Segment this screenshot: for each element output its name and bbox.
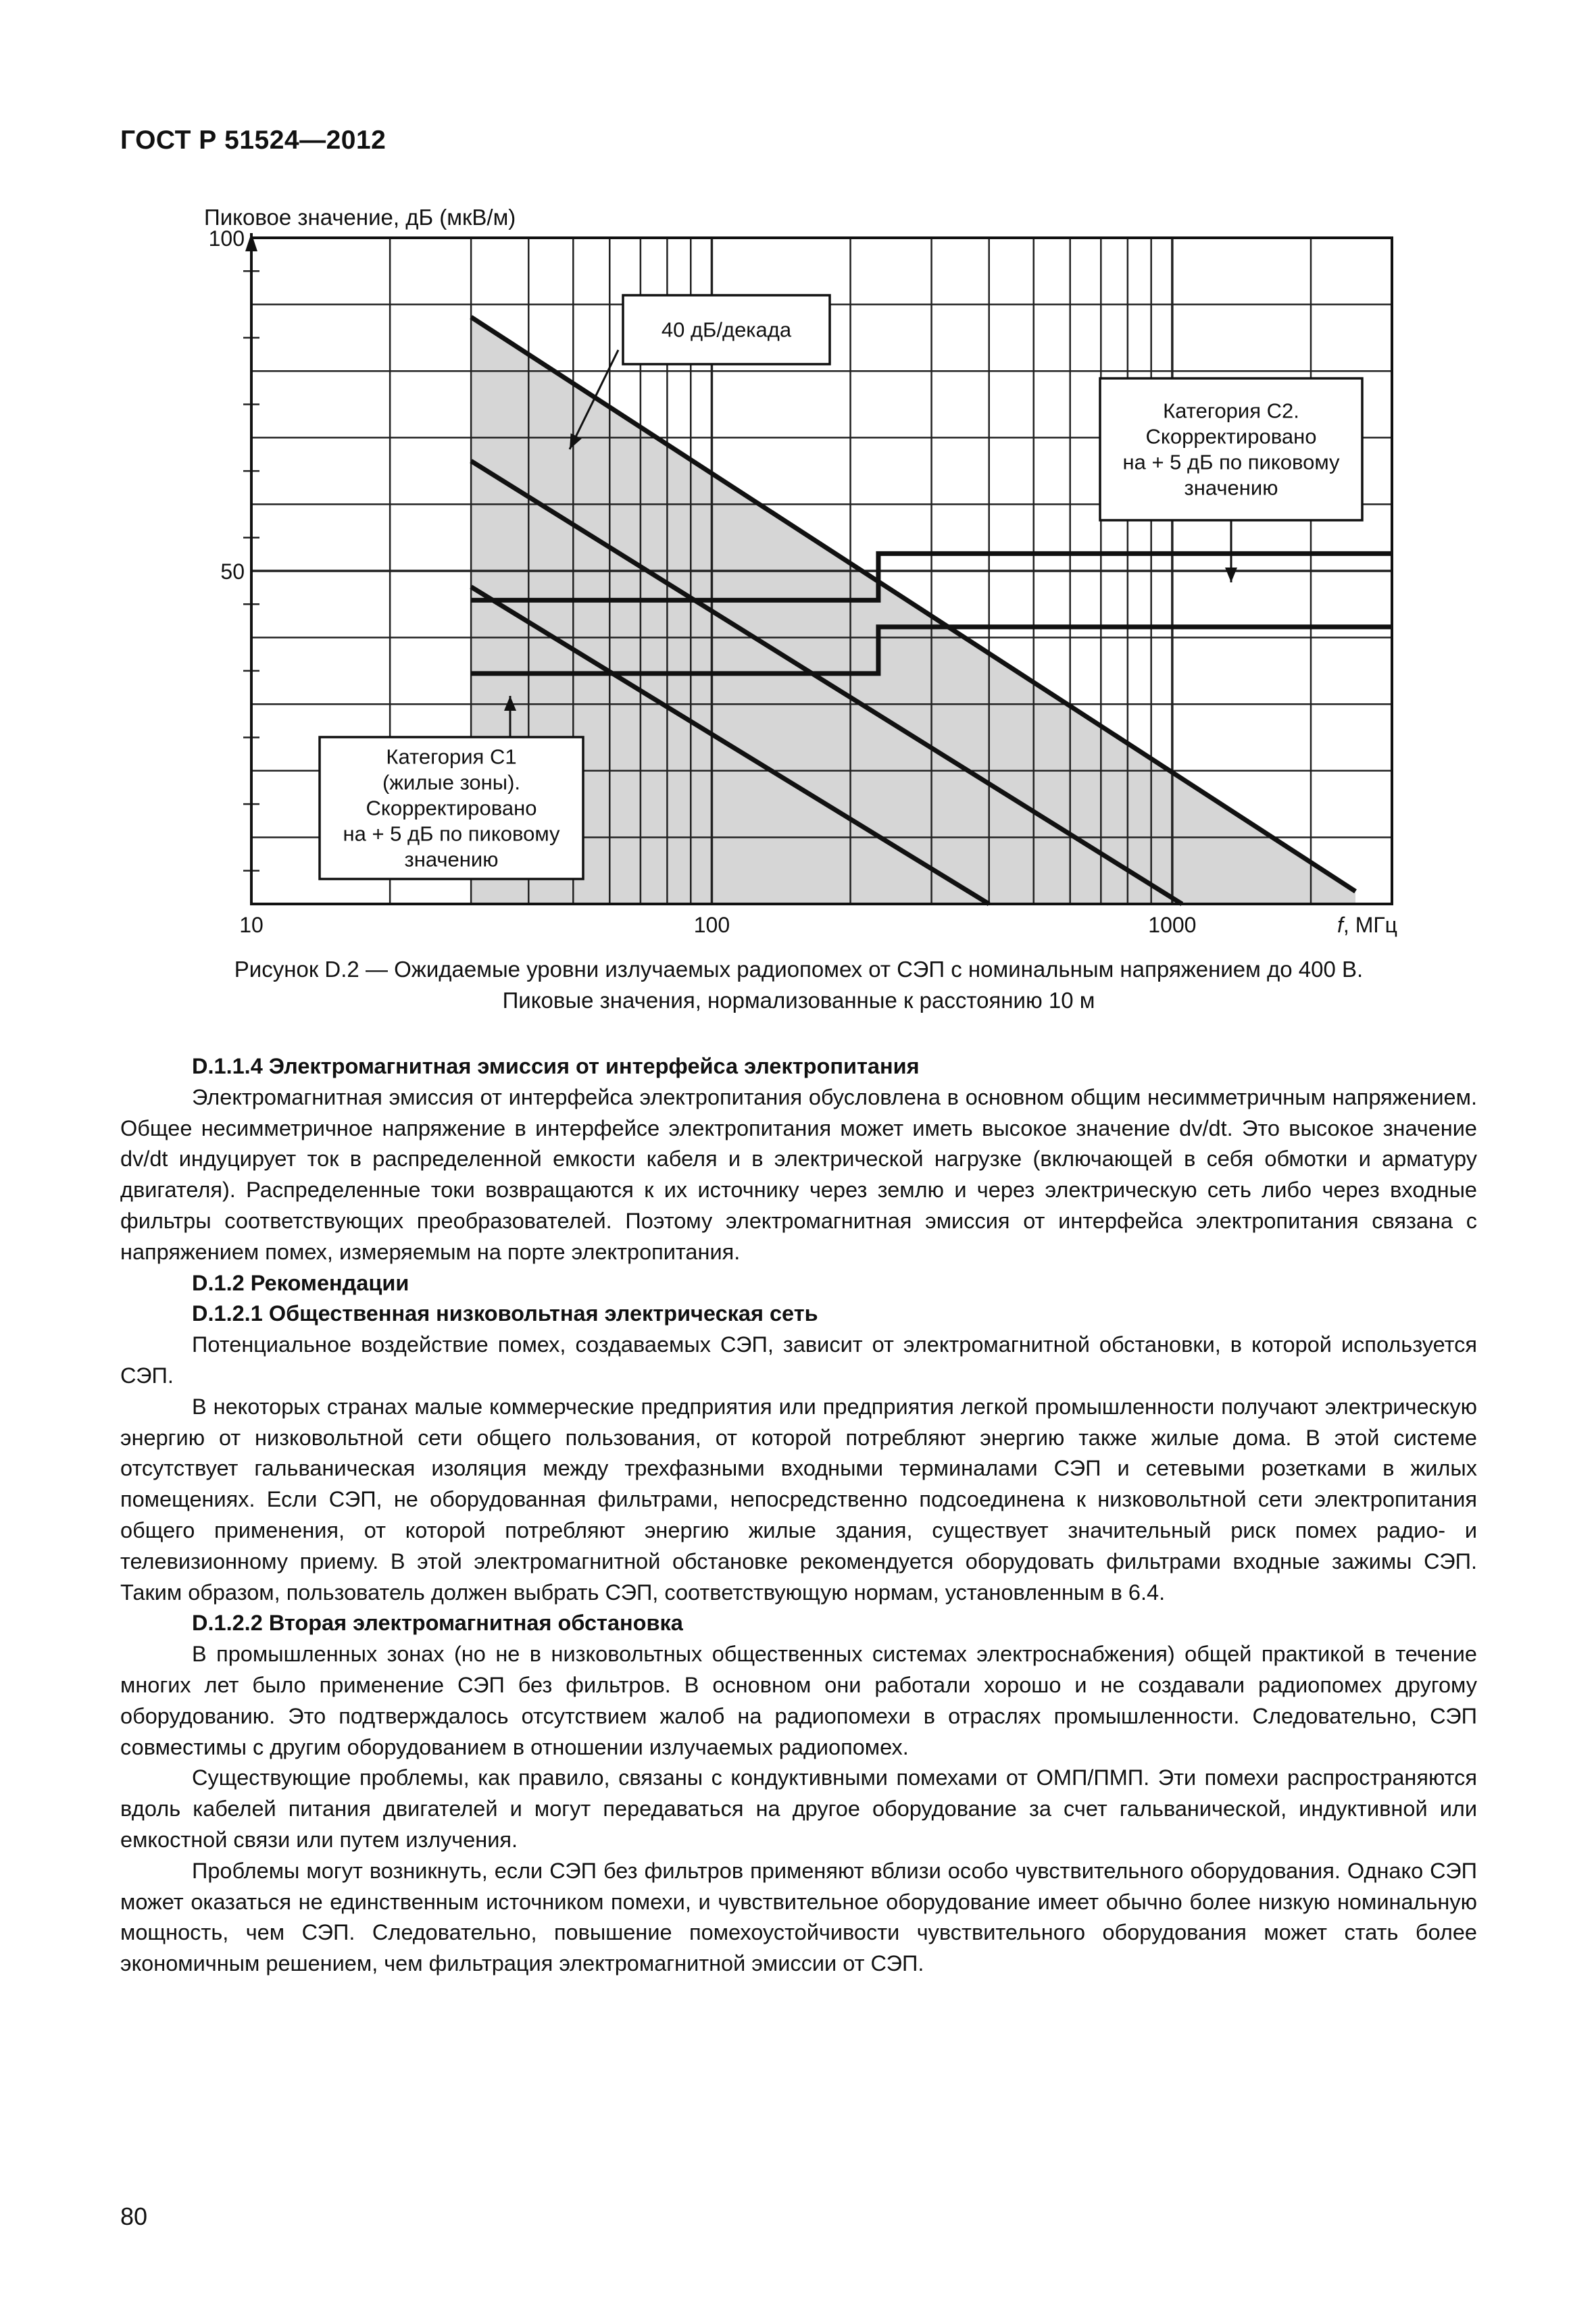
figure-caption-line-2: Пиковые значения, нормализованные к расстоянию 10 м	[502, 988, 1095, 1013]
paragraph: Существующие проблемы, как правило, связаны с кондуктивными помехами от ОМП/ПМП. Эти помехи распространяются вдоль кабелей питания двигателей и могут передаваться на другое оборудование за счет гальванической, индуктивной или емкостной связи или путем излучения.	[120, 1765, 1477, 1852]
page-number: 80	[120, 2203, 148, 2230]
c2-label-line: Скорректировано	[1145, 424, 1317, 449]
y-axis-label: Пиковое значение, дБ (мкВ/м)	[204, 205, 516, 230]
document-header: ГОСТ Р 51524—2012	[120, 126, 386, 155]
c1-label-line: Скорректировано	[366, 796, 537, 820]
c2-label-line: значению	[1184, 476, 1278, 500]
y-tick-label: 100	[208, 226, 245, 251]
y-axis-arrow	[245, 233, 257, 251]
section-heading-d1-2: D.1.2 Рекомендации	[192, 1270, 409, 1295]
paragraph: В промышленных зонах (но не в низковольтных общественных системах электроснабжения) общей практикой в течение многих лет было применение СЭП без фильтров. В основном они работали хорошо и не создавали радиопомех другому оборудованию. Это подтверждалось отсутствием жалоб на радиопомехи в отраслях промышленности. Следовательно, СЭП совместимы с другим оборудованием в отношении излучаемых радиопомех.	[120, 1642, 1477, 1759]
c1-label-line: Категория С1	[386, 745, 517, 769]
figure-caption-line-1: Рисунок D.2 — Ожидаемые уровни излучаемых радиопомех от СЭП с номинальным напряжением до 400 В.	[234, 957, 1364, 982]
section-heading-d1-2-2: D.1.2.2 Вторая электромагнитная обстановка	[192, 1611, 683, 1636]
c1-label-line: значению	[404, 847, 499, 872]
c1-label-line: (жилые зоны).	[382, 770, 521, 795]
c2-label-line: Категория С2.	[1163, 399, 1299, 423]
paragraph: Потенциальное воздействие помех, создаваемых СЭП, зависит от электромагнитной обстановки, в которой используется СЭП.	[120, 1332, 1477, 1388]
x-tick-label: 100	[693, 913, 730, 937]
x-tick-label: 1000	[1148, 913, 1197, 937]
c2-label-line: на + 5 дБ по пиковому	[1122, 450, 1340, 474]
section-heading-d1-2-1: D.1.2.1 Общественная низковольтная электрическая сеть	[192, 1301, 818, 1326]
y-tick-label: 50	[220, 559, 245, 584]
x-tick-label: 10	[239, 913, 264, 937]
slope-label-line: 40 дБ/декада	[661, 318, 792, 342]
c2-arrow-head	[1225, 568, 1237, 582]
body-text	[120, 1051, 1477, 1980]
paragraph: Проблемы могут возникнуть, если СЭП без фильтров применяют вблизи особо чувствительного оборудования. Однако СЭП может оказаться не единственным источником помехи, и чувствительное оборудование имеет обычно более низкую номинальную мощность, чем СЭП. Следовательно, повышение помехоустойчивости чувствительного оборудования может стать более экономичным решением, чем фильтрация электромагнитной эмиссии от СЭП.	[120, 1858, 1477, 1976]
figure-caption	[120, 954, 1477, 1016]
section-heading-d1-1-4: D.1.1.4 Электромагнитная эмиссия от интерфейса электропитания	[192, 1054, 920, 1078]
emission-chart	[182, 193, 1412, 946]
paragraph: Электромагнитная эмиссия от интерфейса электропитания обусловлена в основном общим несимметричным напряжением. Общее несимметричное напряжение в интерфейсе электропитания может иметь высокое значение dv/dt. Это высокое значение dv/dt индуцирует ток в распределенной емкости кабеля и в электрической нагрузке (включающей в себя обмотки и арматуру двигателя). Распределенные токи возвращаются к их источнику через землю и через электрическую сеть либо через входные фильтры соответствующих преобразователей. Поэтому электромагнитная эмиссия от интерфейса электропитания связана с напряжением помех, измеряемым на порте электропитания.	[120, 1084, 1477, 1264]
paragraph: В некоторых странах малые коммерческие предприятия или предприятия легкой промышленности получают электрическую энергию от низковольтной сети общего пользования, от которой потребляют энергию также жилые дома. В этой системе отсутствует гальваническая изоляция между трехфазными входными терминалами СЭП и сетевыми розетками в жилых помещениях. Если СЭП, не оборудованная фильтрами, непосредственно подсоединена к низковольтной сети электропитания общего применения, от которой потребляют энергию жилые здания, существует значительный риск помех радио- и телевизионному приему. В этой электромагнитной обстановке рекомендуется оборудовать фильтрами входные зажимы СЭП. Таким образом, пользователь должен выбрать СЭП, соответствующую нормам, установленным в 6.4.	[120, 1394, 1477, 1605]
x-axis-label: f, МГц	[1337, 913, 1397, 937]
c1-label-line: на + 5 дБ по пиковому	[343, 822, 560, 846]
